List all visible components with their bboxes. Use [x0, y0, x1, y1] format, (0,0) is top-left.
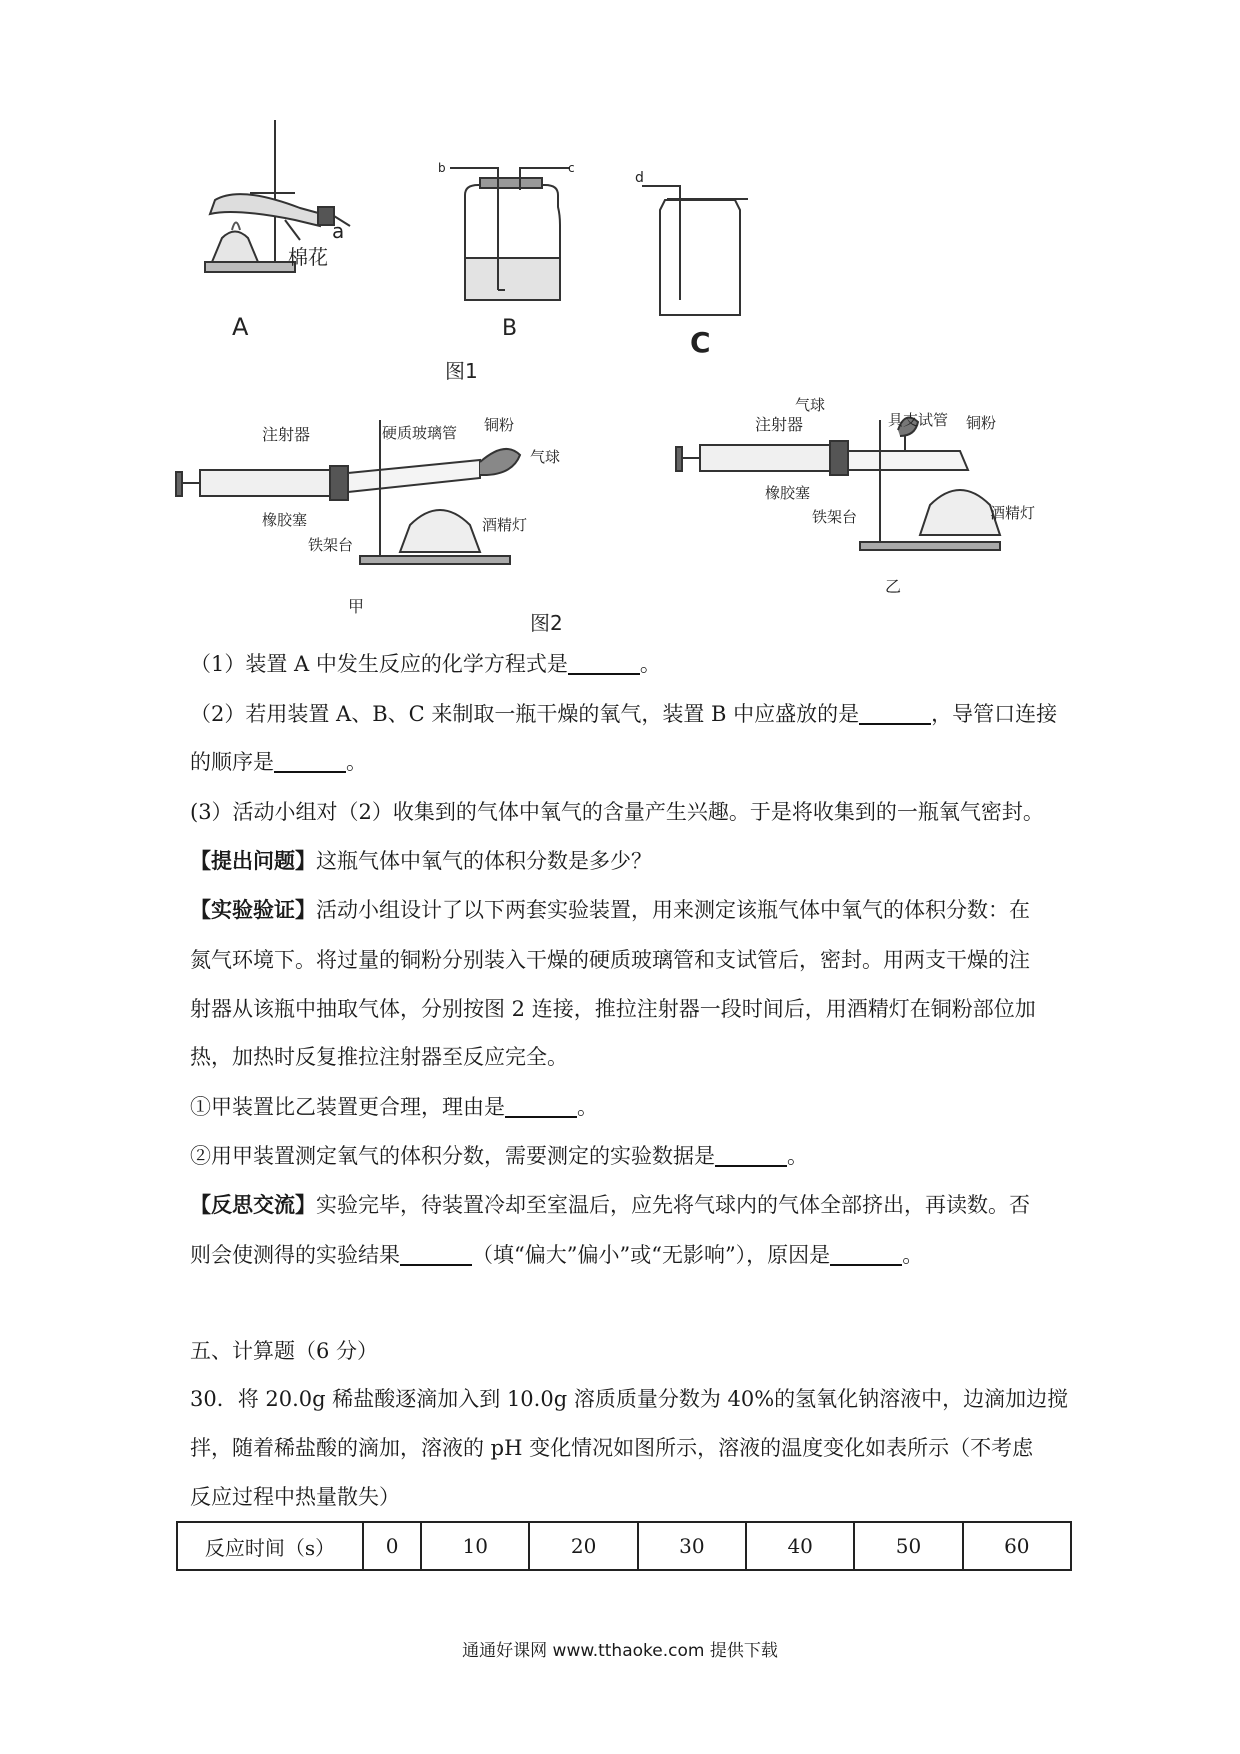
- jia-label-stand: 铁架台: [308, 536, 354, 554]
- verify-tag: 【实验验证】: [190, 897, 316, 922]
- figures-svg: [0, 0, 1240, 650]
- apparatus-c-drawing: [642, 186, 748, 315]
- apparatus-a-drawing: [205, 120, 350, 272]
- reflect-line2: 则会使测得的实验结果 （填“偏大”偏小”或“无影响”），原因是 。: [190, 1243, 924, 1267]
- verify-line2: 氮气环境下。将过量的铜粉分别装入干燥的硬质玻璃管和支试管后，密封。用两支干燥的注: [190, 948, 1030, 972]
- q30-line2: 拌，随着稀盐酸的滴加，溶液的 pH 变化情况如图所示，溶液的温度变化如表所示（不考虑: [190, 1436, 1034, 1460]
- port-c-label: c: [568, 161, 575, 175]
- yi-label-stand: 铁架台: [812, 508, 858, 526]
- apparatus-a-letter: A: [232, 313, 249, 341]
- jia-caption: 甲: [348, 597, 365, 616]
- reflect-line1: 【反思交流】实验完毕，待装置冷却至室温后，应先将气球内的气体全部挤出，再读数。否: [190, 1192, 1030, 1217]
- verify-line3: 射器从该瓶中抽取气体，分别按图 2 连接，推拉注射器一段时间后，用酒精灯在铜粉部位加: [190, 997, 1036, 1021]
- yi-label-copper: 铜粉: [966, 414, 997, 432]
- reflect-tag: 【反思交流】: [190, 1192, 316, 1217]
- cotton-label: 棉花: [288, 245, 328, 269]
- apparatus-b-drawing: [450, 168, 570, 300]
- question-2-line2: 的顺序是 。: [190, 750, 367, 774]
- q30-line1: 30．将 20.0g 稀盐酸逐滴加入到 10.0g 溶质质量分数为 40%的氢氧化钠溶液中，边滴加边搅: [190, 1387, 1069, 1411]
- verify-line1: 【实验验证】活动小组设计了以下两套实验装置，用来测定该瓶气体中氧气的体积分数：在: [190, 897, 1030, 922]
- apparatus-yi-drawing: [676, 418, 1000, 551]
- jia-label-glass-tube: 硬质玻璃管: [382, 424, 458, 442]
- yi-label-stopper: 橡胶塞: [765, 484, 811, 502]
- yi-caption: 乙: [885, 577, 902, 596]
- yi-label-lamp: 酒精灯: [990, 504, 1036, 522]
- table-cell: 10: [421, 1522, 529, 1570]
- verify-line4: 热，加热时反复推拉注射器至反应完全。: [190, 1045, 568, 1069]
- footer-watermark: 通通好课网 www.tthaoke.com 提供下载: [462, 1641, 778, 1661]
- jia-label-lamp: 酒精灯: [482, 516, 528, 534]
- answer-blank[interactable]: [400, 1242, 472, 1266]
- question-2-line1: （2）若用装置 A、B、C 来制取一瓶干燥的氧气，装置 B 中应盛放的是 ，导管口连接: [190, 702, 1058, 726]
- apparatus-b-letter: B: [502, 316, 518, 341]
- a-tube-label: a: [332, 219, 345, 243]
- answer-blank[interactable]: [568, 651, 640, 675]
- sub-question-1: ①甲装置比乙装置更合理，理由是 。: [190, 1095, 598, 1119]
- table-cell: 40: [746, 1522, 854, 1570]
- port-d-label: d: [635, 170, 644, 186]
- figure2-caption: 图2: [530, 611, 563, 635]
- yi-label-side-tube: 具支试管: [888, 411, 949, 429]
- question-3: (3）活动小组对（2）收集到的气体中氧气的含量产生兴趣。于是将收集到的一瓶氧气密封。: [190, 800, 1044, 824]
- jia-label-copper: 铜粉: [484, 416, 515, 434]
- answer-blank[interactable]: [505, 1094, 577, 1118]
- table-cell: 60: [963, 1522, 1071, 1570]
- reaction-time-table: [176, 1521, 1072, 1571]
- jia-label-balloon: 气球: [530, 448, 561, 466]
- section-5-title: 五、计算题（6 分）: [190, 1339, 379, 1363]
- sub-question-2: ②用甲装置测定氧气的体积分数，需要测定的实验数据是 。: [190, 1144, 808, 1168]
- raise-question: 【提出问题】这瓶气体中氧气的体积分数是多少？: [190, 848, 652, 873]
- raise-question-tag: 【提出问题】: [190, 848, 316, 873]
- answer-blank[interactable]: [274, 749, 346, 773]
- yi-label-balloon: 气球: [795, 396, 826, 414]
- q30-line3: 反应过程中热量散失）: [190, 1485, 400, 1509]
- jia-label-stopper: 橡胶塞: [262, 511, 308, 529]
- question-1: （1）装置 A 中发生反应的化学方程式是 。: [190, 652, 661, 676]
- apparatus-c-letter: C: [690, 326, 711, 359]
- table-header-cell: 反应时间（s）: [177, 1522, 363, 1570]
- answer-blank[interactable]: [859, 701, 931, 725]
- answer-blank[interactable]: [715, 1143, 787, 1167]
- table-row: [177, 1522, 1071, 1570]
- figures-area: [0, 0, 1240, 650]
- answer-blank[interactable]: [830, 1242, 902, 1266]
- yi-label-syringe: 注射器: [755, 415, 804, 434]
- table-cell: 0: [363, 1522, 421, 1570]
- jia-label-syringe: 注射器: [262, 425, 311, 444]
- table-cell: 30: [638, 1522, 746, 1570]
- port-b-label: b: [438, 161, 446, 175]
- table-cell: 50: [854, 1522, 962, 1570]
- table-cell: 20: [529, 1522, 637, 1570]
- figure1-caption: 图1: [445, 359, 478, 383]
